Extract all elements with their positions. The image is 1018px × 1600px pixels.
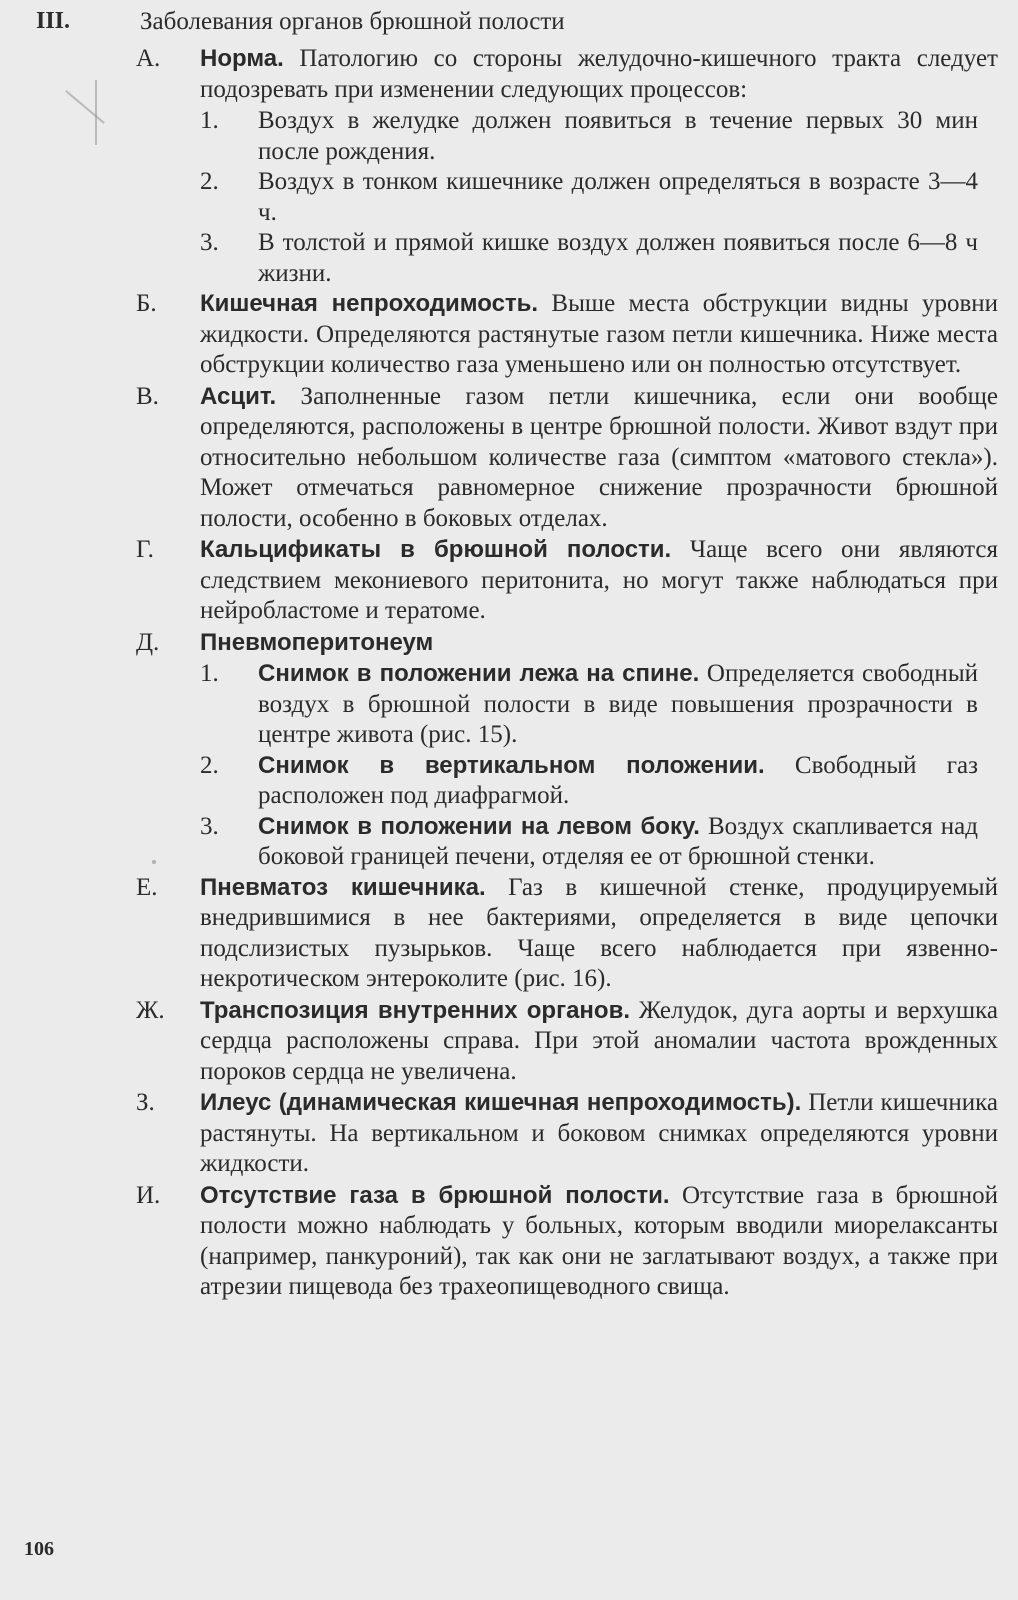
list-item bbox=[136, 535, 998, 627]
item-body: Желудок, дуга аорты и верхушка сердца расположены справа. При этой аномалии частота врожденных пороков сердца не увеличена. bbox=[200, 996, 998, 1085]
item-heading: Кишечная непроходимость. bbox=[200, 290, 539, 317]
item-text bbox=[200, 289, 998, 381]
item-label: Г. bbox=[136, 536, 154, 563]
sub-item-text bbox=[258, 167, 978, 228]
sub-item-text bbox=[258, 812, 978, 873]
item-label: Е. bbox=[136, 873, 158, 901]
list-item bbox=[136, 289, 998, 381]
sub-list bbox=[200, 106, 998, 289]
item-row bbox=[136, 535, 998, 627]
item-label: Б. bbox=[136, 290, 157, 317]
sub-item-label: 1. bbox=[200, 107, 219, 134]
item-text bbox=[200, 44, 998, 105]
item-row bbox=[136, 1088, 998, 1180]
item-body: Выше места обструкции видны уровни жидкости. Определяются растянутые газом петли кишечника. Ниже места обструкции количество газа уменьшено или он полностью отсутствует. bbox=[200, 290, 999, 378]
item-row bbox=[136, 1181, 998, 1303]
item-body: Отсутствие газа в брюшной полости можно наблюдать у больных, которым вводили миорелаксанты (например, панкуроний), так как они не заглатывают воздух, а также при атрезии пищевода без трахеопищеводного свища. bbox=[200, 1181, 998, 1300]
item-heading: Асцит. bbox=[200, 382, 277, 410]
sub-item bbox=[200, 106, 998, 167]
sub-item-body: В толстой и прямой кишке воздух должен появиться после 6—8 ч жизни. bbox=[258, 229, 978, 287]
sub-item bbox=[200, 659, 998, 751]
sub-item-body: Воздух в желудке должен появиться в течение первых 30 мин после рождения. bbox=[258, 107, 978, 165]
item-label: Ж. bbox=[136, 996, 165, 1024]
sub-item-body: Воздух в тонком кишечнике должен определяться в возрасте 3—4 ч. bbox=[258, 168, 978, 226]
page-number: 106 bbox=[24, 1538, 54, 1560]
sub-item-label: 1. bbox=[200, 660, 219, 687]
item-row bbox=[136, 44, 998, 105]
item-heading: Илеус (динамическая кишечная непроходимость). bbox=[200, 1089, 802, 1116]
item-text bbox=[200, 535, 998, 627]
sub-item bbox=[200, 812, 998, 873]
item-heading: Отсутствие газа в брюшной полости. bbox=[200, 1181, 670, 1209]
item-text bbox=[200, 873, 998, 995]
item-row bbox=[136, 873, 998, 995]
item-text bbox=[200, 1181, 998, 1303]
sub-item-label: 3. bbox=[200, 812, 219, 840]
item-heading: Пневмоперитонеум bbox=[200, 628, 434, 656]
list-item bbox=[136, 382, 998, 535]
item-text bbox=[200, 628, 998, 659]
list-item bbox=[136, 1088, 998, 1180]
item-row bbox=[136, 996, 998, 1088]
item-body: Газ в кишечной стенке, продуцируемый внедрившимися в нее бактериями, определяется в виде цепочки подслизистых пузырьков. Чаще всего наблюдается при язвенно-некротическом энтероколите (рис. 16). bbox=[200, 873, 998, 992]
item-body: Чаще всего они являются следствием мекониевого перитонита, но могут также наблюдаться при нейробластоме и тератоме. bbox=[200, 536, 999, 624]
item-body: Петли кишечника растянуты. На вертикальном и боковом снимках определяются уровни жидкости. bbox=[200, 1089, 998, 1177]
sub-item bbox=[200, 751, 998, 812]
sub-item-text bbox=[258, 228, 978, 289]
item-label: А. bbox=[136, 45, 161, 72]
sub-item-heading: Снимок в положении на левом боку. bbox=[258, 812, 700, 840]
section-number: III. bbox=[36, 8, 71, 34]
item-heading: Транспозиция внутренних органов. bbox=[200, 996, 631, 1024]
section-title: Заболевания органов брюшной полости bbox=[140, 8, 565, 35]
list-item bbox=[136, 873, 998, 995]
item-row bbox=[136, 628, 998, 659]
sub-item bbox=[200, 167, 998, 228]
sub-list bbox=[200, 659, 998, 873]
sub-item-text bbox=[258, 659, 978, 751]
list-item bbox=[136, 628, 998, 873]
item-text bbox=[200, 1088, 998, 1180]
sub-item-text bbox=[258, 751, 978, 812]
sub-item bbox=[200, 228, 998, 289]
item-label: И. bbox=[136, 1181, 161, 1209]
sub-item-text bbox=[258, 106, 978, 167]
item-row bbox=[136, 289, 998, 381]
sub-item-label: 2. bbox=[200, 751, 219, 779]
sub-item-body: Свободный газ расположен под диафрагмой. bbox=[258, 751, 979, 809]
item-text bbox=[200, 382, 998, 535]
item-label: З. bbox=[136, 1089, 155, 1116]
item-label: Д. bbox=[136, 628, 160, 656]
item-text bbox=[200, 996, 998, 1088]
list-item bbox=[136, 1181, 998, 1303]
sub-item-heading: Снимок в положении лежа на спине. bbox=[258, 660, 700, 687]
sub-item-label: 2. bbox=[200, 168, 219, 195]
item-heading: Пневматоз кишечника. bbox=[200, 873, 486, 901]
pencil-mark bbox=[95, 80, 97, 145]
item-body: Заполненные газом петли кишечника, если они вообще определяются, расположены в центре брюшной полости. Живот вздут при относительно небольшом количестве газа (симптом «матового стекла»). Может отмечаться равномерное снижение прозрачности брюшной полости, особенно в боковых отделах. bbox=[200, 382, 998, 532]
item-heading: Норма. bbox=[200, 45, 284, 72]
item-row bbox=[136, 382, 998, 535]
item-body: Патологию со стороны желудочно-кишечного тракта следует подозревать при изменении следующих процессов: bbox=[200, 45, 998, 103]
list-item bbox=[136, 44, 998, 289]
item-label: В. bbox=[136, 382, 159, 410]
item-heading: Кальцификаты в брюшной полости. bbox=[200, 536, 672, 563]
pencil-mark bbox=[65, 90, 105, 124]
sub-item-heading: Снимок в вертикальном положении. bbox=[258, 751, 765, 779]
sub-item-body: Определяется свободный воздух в брюшной полости в виде повышения прозрачности в центре живота (рис. 15). bbox=[258, 660, 978, 748]
list-item bbox=[136, 996, 998, 1088]
sub-item-body: Воздух скапливается над боковой границей печени, отделяя ее от брюшной стенки. bbox=[258, 812, 979, 870]
section-list bbox=[136, 44, 998, 1304]
sub-item-label: 3. bbox=[200, 229, 219, 256]
